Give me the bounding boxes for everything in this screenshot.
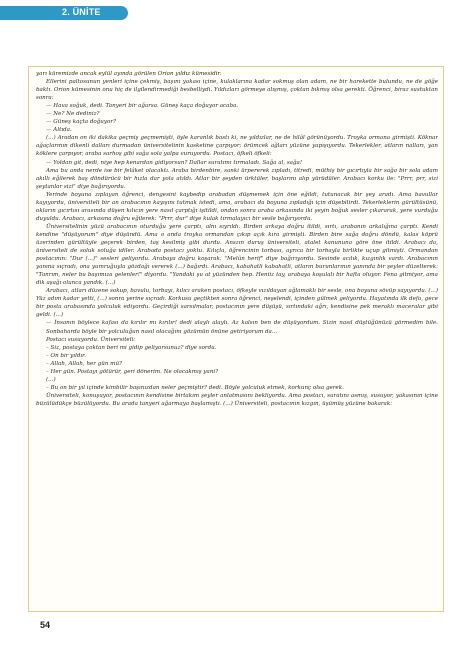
paragraph: Üniversitelinin yüzü arabacının oturduğu yere çarptı, alnı sıyrıldı. Birden arkaya doğru itildi, sırtı, arabanın arkalığına çarptı. Kendi kendine "düşüyorum" diye düşündü. Ama o anda troyka ormandan çıkıp açık kıra girmişti. Birden bire sağa doğru döndü, kalas köprü üzerinden gürültüyle geçerek birden, taş kesilmiş gibi durdu. Anszın duruş üniversiteli, atalet kanununa göre öne itildi. Arabacı da, üniversiteli de soluk soluğa idiler. Arabada postacı yoktu. Kılıçla, öğrencinin torbası, ayrıca bir torbayla birlikte uçup gitmişti. Ormandan postacının: "Dur (...)" sesleri geliyordu. Arabaya doğru koşarak: "Melûn herif" diye bağırıyordu. Sesinde acılık, kızgınlık vardı. Arabacının yanına sıçradı, ona yumruğuyla gözdağı vererek (...) bağırdı. Arabacı, kabahatli kabahatli, atların burunlarının yanında bir şeyler düzelterek: "Tanrım, neler bu başımıza gelenler!" diyordu. "Yandaki şu at yüzünden hep. Heniiz tay, arabaya koşulalı bir hafta oluyor. Fena gitmiyor, ama dik aşağı olunca yandık. (...) <box>36 223 438 287</box>
dialogue-line: – On bir yıldır. <box>46 352 86 359</box>
paragraph: Postacı susuyordu. Üniversiteli: <box>46 336 136 343</box>
unit-badge <box>0 6 128 20</box>
dialogue-line: — Güneş kaçta doğuyor? <box>46 119 116 126</box>
story-text <box>36 70 438 606</box>
dialogue-line: – Siz, postaya çoktan beri mi gidip geliyorsunuz? diye sordu. <box>46 344 217 351</box>
dialogue-line: — İnsanın böylece kafası da kırılır mı kırılır! dedi alaylı alaylı. Az kalsın ben de düşüyordum. Sizin nasıl düştüğünüzü görmedim bile. Sonbaharda böyle bir yolculuğun nasıl olacağını gözümün önüne getiriyorum da... <box>46 320 438 335</box>
paragraph: yarı küremizde ancak eylül ayında görülen Orion yıldız kümesidir. <box>36 71 222 77</box>
dialogue-line: – Bu on bir yıl içinde kimbilir başınızdan neler geçmiştir? dedi. Böyle yolculuk etmek, korkunç olsa gerek. <box>46 384 344 391</box>
dialogue-line: – Her gün. Postayı götürür, geri dönerim. Ne olacakmış yani? <box>46 368 219 375</box>
paragraph: (...) Aradan on iki dakika geçmiş geçmemişti, öyle karanlık bastı ki, ne yıldızlar, ne de hilâl görünüyordu. Troyka ormana girmişti. Köknar ağaçlarının dikenli dalları durmadan üniversitelinin kasketine çarpıyor; örümcek ağları yüzüne yapışıyordu. Tekerlekler, atların nalları, yan köklere çarpıyor, araba sarhoş gibi sağa sola yalpa vuruyordu. Postacı, öfkeli öfkeli: <box>36 135 438 158</box>
unit-label: 2. ÜNİTE <box>62 7 101 17</box>
dialogue-line: – Allah, Allah, her gün mü? <box>46 360 122 367</box>
paragraph: Arabacı, atları düzene sokup, bavulu, torbayı, kılıcı araken postacı, öfkeyle vızıldayan ağlamaklı bir sesle, ona boyuna sövüp sayıyordu. (...) Yüz adım kadar yetti, (...) sonra yerine sıçradı. Korkusu geçtikten sonra öğrenci, neşelendi, içinden gülmek geliyordu. Hayatında ilk defa, gece bir posta arabasında yolculuk ediyordu. Geçirdiği sarsılmalar, postacının yere düşüşü, sırtındaki ağrı, kendisine pek meraklı maceralar gibi geldi. (...) <box>36 288 438 319</box>
dialogue-line: (...) <box>46 376 56 383</box>
dialogue-line: — Yoldan git, dedi, niye hep kenardan gidiyorsun? Dallar suratımı tırmaladı. Sağa al, sağa! <box>46 159 303 166</box>
page-number: 54 <box>40 620 51 630</box>
paragraph: Yerinde boyuna zıplayan öğrenci, dengesini kaybedip arabadan düşmemek için öne eğildi, tutunacak bir şey aradı. Ama bavullar kayıyordu, üniversiteli bir an arabacının kayışını tutmak istedi, ama, arabacı da boyuna zıpladığı için düşebilirdi. Tekerleklerin gürültüsünü, okların gıcırtısı arasında düşen kılıcın yere nasıl çarptığı işitildi, ondan sonra araba arkasında iki şeyin boğuk sesler çıkararak, yere vurduğu duyuldu. Arabacı, arkasına doğru eğilerek: "Prrr, dur" diye kulak tırmalayıcı bir sesle bağırıyordu. <box>36 191 438 222</box>
dialogue-line: — Ne? Ne dediniz? <box>46 111 100 118</box>
paragraph: Ama bu anda nerde ise bir felâket olacaktı. Araba birdenbire, sanki ürpererek zıpladı, titredi, müthiş bir gıcırtıyla bir sağa bir sola adam akıllı eğilerek baş döndürücü bir hızla dar yola atıldı. Atlar bir şeyden ürktüler, başlarını alıp yürüdüler. Arabacı korku ile: "Prrr, prr, sizi şeytanlar sizi" diye bağırıyordu. <box>36 167 438 190</box>
dialogue-line: — Altıda. <box>46 127 72 134</box>
paragraph: Üniversiteli, konuşuyor, postacının kendisine birtakım şeyler anlatmasını bekliyordu. Ama postacı, suratını asmış, susuyor, yakasının içine büzülüdükçe büzülüyordu. Bu arada tanyeri ağarmaya başlamıştı. (...) Üniversiteli, postacının kızgın, üşümüş yüzüne bakarak: <box>36 392 438 407</box>
paragraph: Ellerini paltosunun yenleri içine çekmiş, başını yakası içine, kulaklarına kadar sokmuş olan adam, ne bir harekette bulundu, ne de göğe baktı. Orion kümesinin onu hiç de ilgilendirmediği besbelliydi. Yıldızları görmeye alışmış, çoktan bıkmış olsa gerekti. Öğrenci, biraz sustuktan sonra: <box>36 79 438 102</box>
dialogue-line: — Hava soğuk, dedi. Tanyeri bir ağarsa. Güneş kaça doğuyor acaba. <box>46 103 239 110</box>
